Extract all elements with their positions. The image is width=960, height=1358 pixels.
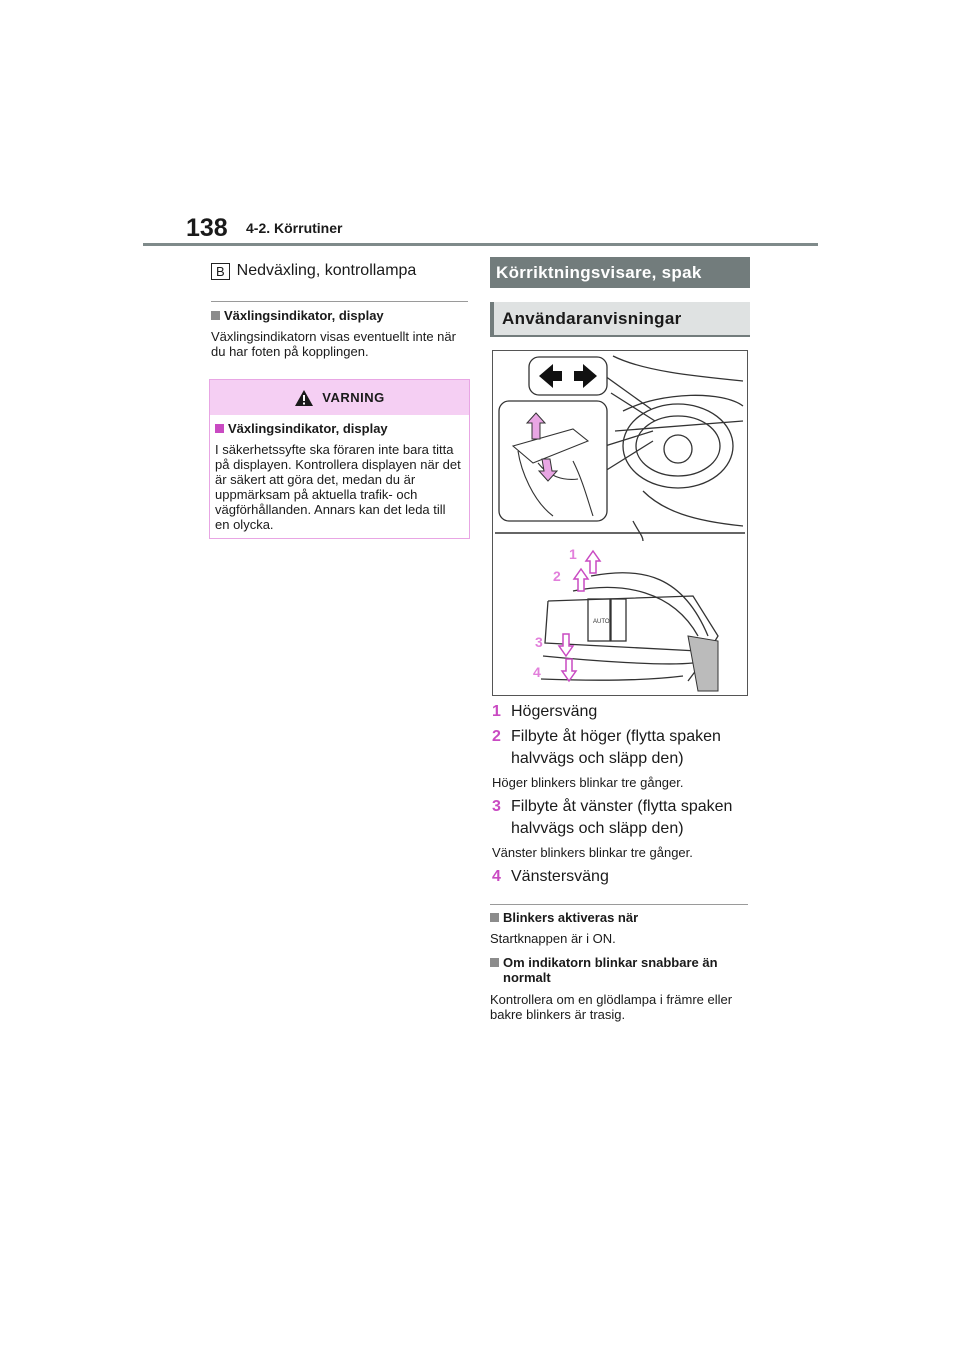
section-title: 4-2. Körrutiner [246,220,343,236]
step-number: 3 [492,798,501,815]
subsection-heading-bar: Användaranvisningar [490,302,750,335]
warning-subheading-text: Växlingsindikator, display [228,421,388,436]
divider [490,904,748,905]
indicator-heading [211,308,468,323]
right-blink-note: Höger blinkers blinkar tre gånger. [492,775,684,790]
page-number: 138 [186,214,228,242]
fast-blink-heading-text: Om indikatorn blinkar snabbare än normalt [503,955,718,985]
list-item [492,701,750,723]
b-item [211,262,416,280]
step-number: 1 [492,703,501,720]
list-item [492,866,750,888]
indicator-heading-text: Växlingsindikator, display [224,308,384,323]
warning-box [209,379,470,539]
b-badge: B [211,263,230,280]
indicator-text: Växlingsindikatorn visas eventuellt inte när du har foten på kopplingen. [211,329,456,359]
auto-label: AUTO [593,619,610,625]
b-text: Nedväxling, kontrollampa [236,262,417,279]
step-number: 4 [492,868,501,885]
activated-heading [490,910,748,925]
step-text: Högersväng [511,703,598,720]
square-bullet-icon [490,913,499,922]
figure-label-4: 4 [533,664,541,680]
warning-title: VARNING [322,390,385,405]
warning-subheading [215,421,469,436]
warning-triangle-icon [294,389,314,407]
figure-label-1: 1 [569,546,577,562]
activated-heading-text: Blinkers aktiveras när [503,910,639,925]
figure-label-2: 2 [553,568,561,584]
header-rule [143,243,818,246]
list-item [492,726,750,770]
fast-blink-heading [490,955,748,985]
left-blink-note: Vänster blinkers blinkar tre gånger. [492,845,693,860]
step-text: Vänstersväng [511,868,609,885]
step-number: 2 [492,728,501,745]
warning-text: I säkerhetssyfte ska föraren inte bara titta på displayen. Kontrollera displayen när det är säkert att göra det, medan du är uppmärksam på aktuella trafik- och vägförhållanden. Annars kan det leda till en olycka. [215,442,461,532]
step-text: Filbyte åt vänster (flytta spaken halvvägs och släpp den) [511,798,733,837]
list-item [492,796,750,840]
section-heading-bar: Körriktningsvisare, spak [490,257,750,288]
turn-signal-lever-figure [492,350,748,696]
fast-blink-text: Kontrollera om en glödlampa i främre eller bakre blinkers är trasig. [490,992,733,1022]
activated-text: Startknappen är i ON. [490,931,616,946]
square-bullet-icon [211,311,220,320]
figure-label-3: 3 [535,634,543,650]
square-bullet-icon [490,958,499,967]
square-bullet-icon [215,424,224,433]
divider [211,301,468,302]
subsection-rule [490,335,750,337]
warning-header [210,380,469,415]
steps-list [492,701,750,888]
step-text: Filbyte åt höger (flytta spaken halvvägs och släpp den) [511,728,721,767]
lever-illustration [493,351,747,695]
